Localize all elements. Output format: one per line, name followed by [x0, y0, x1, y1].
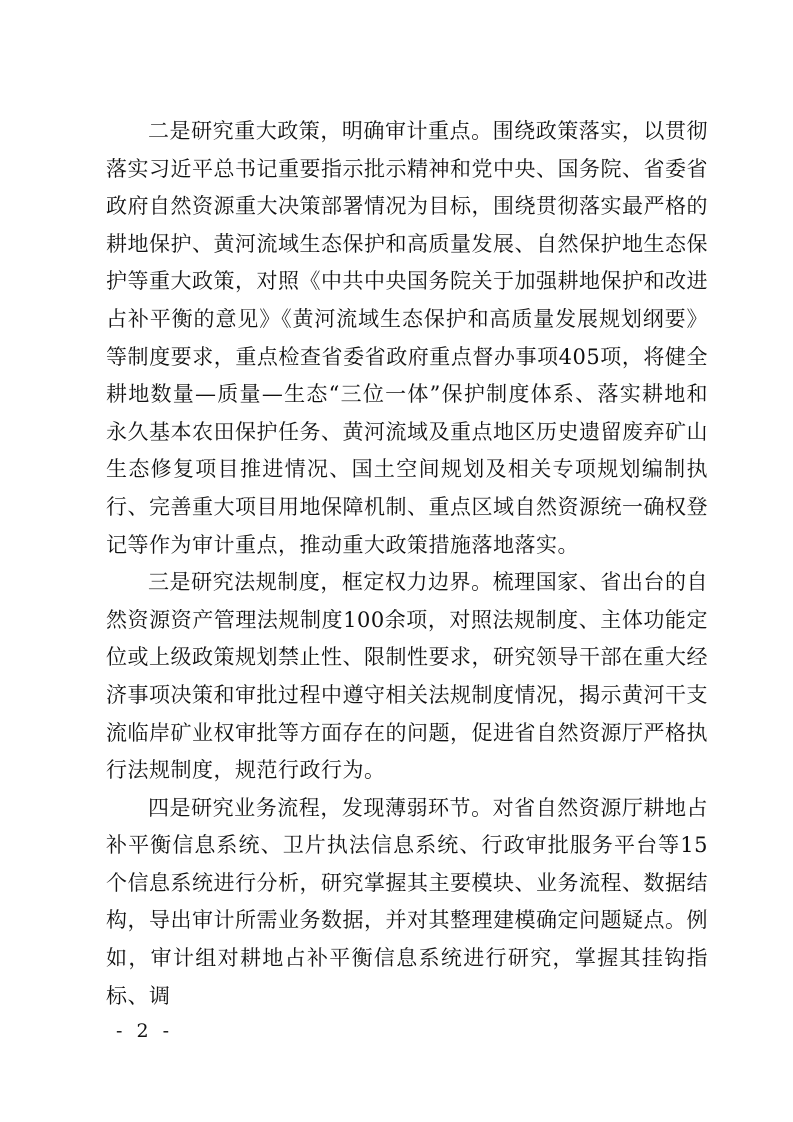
document-body	[106, 113, 708, 1015]
page-number: - 2 -	[116, 1020, 174, 1042]
paragraph-business-process-research: 四是研究业务流程，发现薄弱环节。对省自然资源厅耕地占补平衡信息系统、卫片执法信息系统、行政审批服务平台等15个信息系统进行分析，研究掌握其主要模块、业务流程、数据结构，导出审计所需业务数据，并对其整理建模确定问题疑点。例如，审计组对耕地占补平衡信息系统进行研究，掌握其挂钩指标、调	[106, 795, 708, 1008]
paragraph-policy-research: 二是研究重大政策，明确审计重点。围绕政策落实，以贯彻落实习近平总书记重要指示批示精神和党中央、国务院、省委省政府自然资源重大决策部署情况为目标，围绕贯彻落实最严格的耕地保护、黄河流域生态保护和高质量发展、自然保护地生态保护等重大政策，对照《中共中央国务院关于加强耕地保护和改进占补平衡的意见》《黄河流域生态保护和高质量发展规划纲要》等制度要求，重点检查省委省政府重点督办事项405项，将健全耕地数量—质量—生态“三位一体”保护制度体系、落实耕地和永久基本农田保护任务、黄河流域及重点地区历史遗留废弃矿山生态修复项目推进情况、国土空间规划及相关专项规划编制执行、完善重大项目用地保障机制、重点区域自然资源统一确权登记等作为审计重点，推动重大政策措施落地落实。	[106, 119, 708, 557]
paragraph-regulation-research: 三是研究法规制度，框定权力边界。梳理国家、省出台的自然资源资产管理法规制度100余项，对照法规制度、主体功能定位或上级政策规划禁止性、限制性要求，研究领导干部在重大经济事项决策和审批过程中遵守相关法规制度情况，揭示黄河干支流临岸矿业权审批等方面存在的问题，促进省自然资源厅严格执行法规制度，规范行政行为。	[106, 570, 708, 783]
